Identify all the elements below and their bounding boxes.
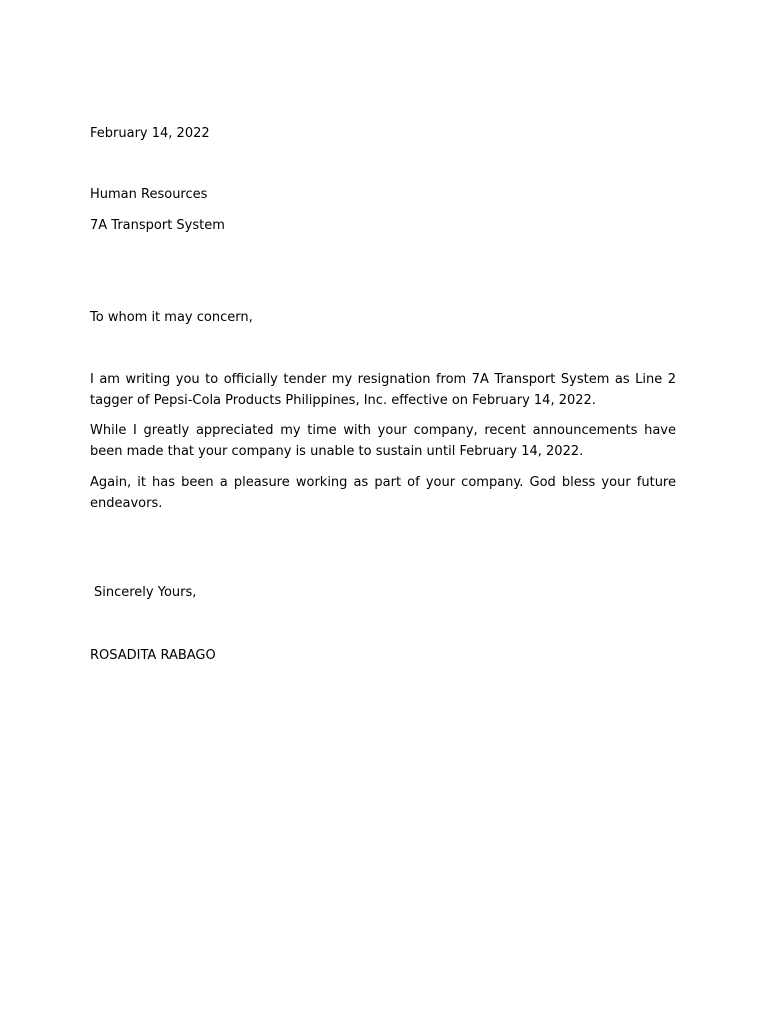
recipient-department: Human Resources [90,187,208,202]
signature-name: ROSADITA RABAGO [90,648,216,663]
closing: Sincerely Yours, [94,585,197,600]
recipient-company: 7A Transport System [90,218,225,233]
body-paragraph-1: I am writing you to officially tender my resignation from 7A Transport System as Line 2 tagger of Pepsi-Cola Products Philippines, Inc. effective on February 14, 2022. [90,372,676,408]
body-paragraph-2: While I greatly appreciated my time with your company, recent announcements have been made that your company is unable to sustain until February 14, 2022. [90,423,676,459]
salutation: To whom it may concern, [90,310,253,325]
body-paragraph-3: Again, it has been a pleasure working as part of your company. God bless your future endeavors. [90,475,676,511]
letter-date: February 14, 2022 [90,126,210,141]
